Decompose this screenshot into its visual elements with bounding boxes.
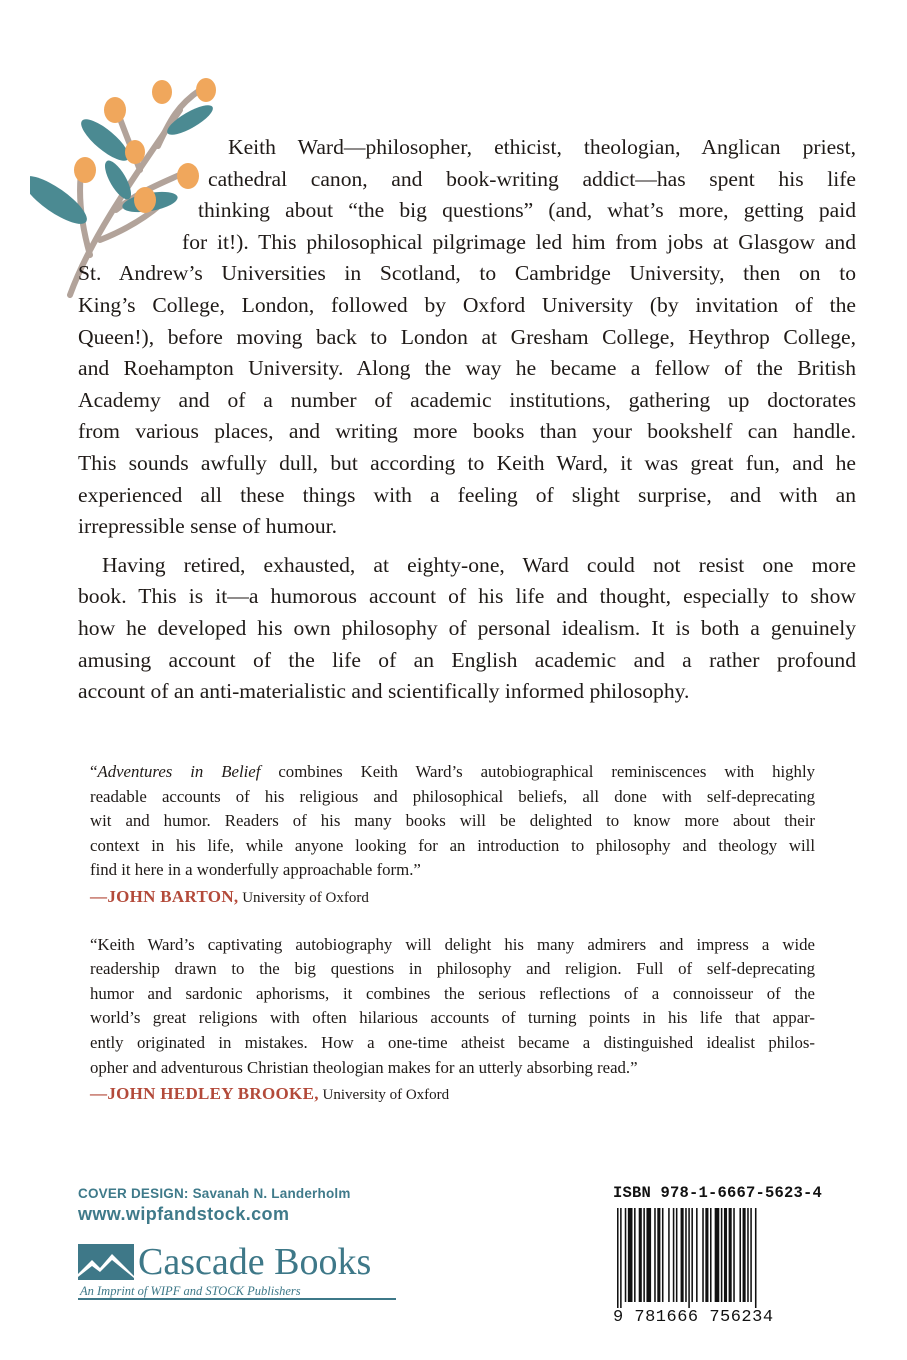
endorsement-brooke (90, 933, 815, 1108)
book-description (78, 132, 856, 708)
description-line: account of an anti-materialistic and scientifically informed philosophy. (78, 679, 690, 704)
description-line: Keith Ward—philosopher, ethicist, theologian, Anglican priest, (228, 135, 856, 159)
endorsement-line: humor and sardonic aphorisms, it combines the serious reflections of a connoisseur of the (90, 983, 815, 1003)
description-paragraph-1 (78, 132, 856, 543)
publisher-name: Cascade Books (138, 1241, 372, 1283)
endorsement-line: find it here in a wonderfully approachable form.” (90, 860, 421, 880)
publisher-logo (78, 1241, 398, 1306)
barcode-digits: 9 781666 756234 (613, 1308, 774, 1327)
endorsement-text (90, 933, 815, 1081)
isbn-barcode (613, 1184, 826, 1330)
description-line: irrepressible sense of humour. (78, 514, 338, 539)
endorsement-text (90, 760, 815, 883)
description-line: cathedral canon, and book-writing addict—has spent his life (208, 166, 856, 191)
attribution-dash: — (90, 1084, 108, 1104)
book-title: Adventures in Belief (97, 762, 261, 781)
endorser-name: JOHN HEDLEY BROOKE, (107, 1084, 319, 1104)
description-line: from various places, and writing more books than your bookshelf can handle. (78, 419, 856, 444)
description-line: Having retired, exhausted, at eighty-one, Ward could not resist one more (102, 552, 856, 577)
attribution-dash: — (90, 886, 108, 906)
description-line: amusing account of the life of an English academic and a rather profound (78, 647, 856, 672)
description-line: book. This is it—a humorous account of his life and thought, especially to show (78, 584, 856, 609)
endorsement-line: readable accounts of his religious and philosophical beliefs, all done with self-deprecating (90, 786, 815, 806)
open-quote: “ (90, 762, 98, 781)
description-line: thinking about “the big questions” (and, what’s more, getting paid (198, 198, 856, 223)
endorsement-line: context in his life, while anyone looking for an introduction to philosophy and theology will (90, 835, 815, 855)
endorsement-line-text: combines Keith Ward’s autobiographical reminiscences with highly (260, 762, 815, 781)
endorsement-line (90, 760, 815, 785)
description-line: King’s College, London, followed by Oxford University (by invitation of the (78, 292, 856, 317)
endorser-affiliation: University of Oxford (242, 889, 369, 906)
publisher-website-link[interactable]: www.wipfandstock.com (78, 1204, 290, 1224)
description-line: experienced all these things with a feeling of slight surprise, and with an (78, 482, 856, 507)
cover-design-credit: COVER DESIGN: Savanah N. Landerholm (78, 1186, 351, 1201)
description-line: Academy and of a number of academic institutions, gathering up doctorates (78, 387, 856, 412)
description-line: for it!). This philosophical pilgrimage led him from jobs at Glasgow and (182, 229, 856, 254)
endorsement-line: “Keith Ward’s captivating autobiography will delight his many admirers and impress a wide (90, 934, 815, 954)
description-line: Queen!), before moving back to London at Gresham College, Heythrop College, (78, 324, 856, 349)
endorsement-line: opher and adventurous Christian theologian makes for an utterly absorbing read.” (90, 1057, 638, 1077)
endorsements (90, 760, 815, 1130)
endorser-name: JOHN BARTON, (107, 886, 239, 906)
endorsement-barton (90, 760, 815, 911)
endorsement-line: world’s great religions with often hilarious accounts of turning points in his life that appar- (90, 1008, 815, 1028)
description-line: and Roehampton University. Along the way he became a fellow of the British (78, 356, 856, 381)
publisher-tagline: An Imprint of WIPF and STOCK Publishers (80, 1284, 301, 1298)
endorsement-attribution (90, 1082, 815, 1108)
description-line: St. Andrew’s Universities in Scotland, to Cambridge University, then on to (78, 261, 856, 286)
endorsement-line: readership drawn to the big questions in philosophy and religion. Full of self-deprecating (90, 959, 815, 979)
description-paragraph-2 (78, 550, 856, 708)
description-line: how he developed his own philosophy of personal idealism. It is both a genuinely (78, 615, 856, 640)
cover-credits (78, 1186, 351, 1225)
barcode-bars-icon (617, 1208, 821, 1308)
description-line: This sounds awfully dull, but according to Keith Ward, it was great fun, and he (78, 450, 856, 475)
endorsement-line: wit and humor. Readers of his many books will be delighted to know more about their (90, 811, 815, 831)
isbn-label: ISBN 978-1-6667-5623-4 (613, 1184, 823, 1202)
endorsement-line: ently originated in mistakes. How a one-time atheist became a distinguished idealist philos- (90, 1032, 815, 1052)
endorsement-attribution (90, 885, 815, 911)
endorser-affiliation: University of Oxford (322, 1087, 450, 1104)
